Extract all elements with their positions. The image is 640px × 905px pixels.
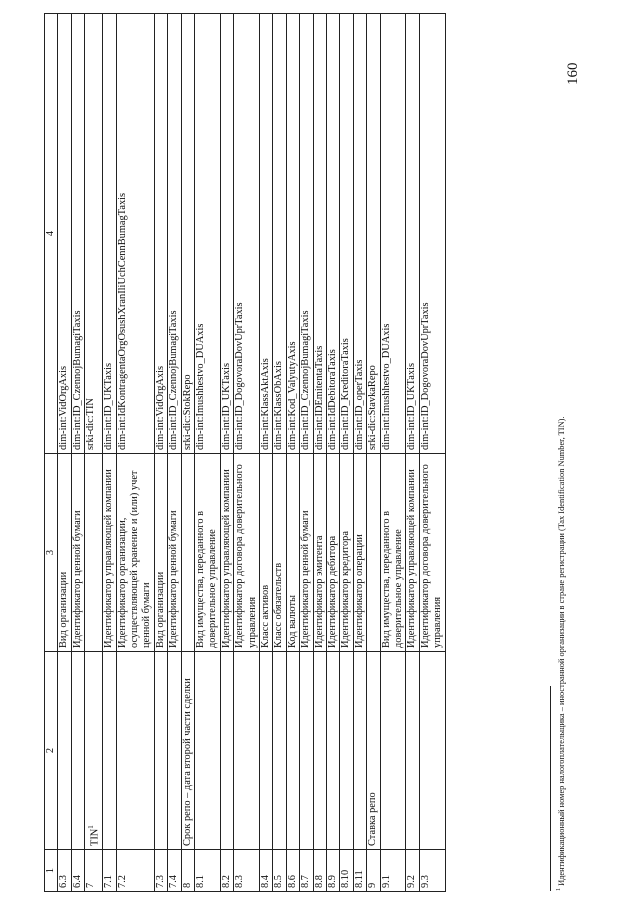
row-number: 7 xyxy=(85,850,103,892)
row-description: Идентификатор дебитора xyxy=(327,454,340,652)
row-code: dim-int:ID_CzennojBumagiTaxis xyxy=(71,14,84,454)
row-number: 8.3 xyxy=(234,850,260,892)
header-col-2: 2 xyxy=(45,652,58,850)
row-name xyxy=(273,652,286,850)
row-description: Идентификатор договора доверительного управления xyxy=(234,454,260,652)
row-name-text: Ставка репо xyxy=(367,792,379,846)
row-description: Вид имущества, переданного в доверительное управление xyxy=(380,454,406,652)
header-col-4: 4 xyxy=(45,14,58,454)
table-row xyxy=(168,14,181,892)
table-row xyxy=(103,14,116,892)
row-name xyxy=(406,652,419,850)
row-code: srki-dic:StavkaRepo xyxy=(367,14,380,454)
row-number: 8.11 xyxy=(353,850,366,892)
table-row xyxy=(353,14,366,892)
row-name xyxy=(154,652,167,850)
row-code: srki-dic:StokRepo xyxy=(181,14,194,454)
row-code: dim-int:ID_DogovoraDovUprTaxis xyxy=(234,14,260,454)
row-name xyxy=(367,652,380,850)
row-code: dim-int:KlassObAxis xyxy=(273,14,286,454)
footnote xyxy=(556,91,566,891)
row-name xyxy=(259,652,272,850)
table-row xyxy=(300,14,313,892)
row-name xyxy=(300,652,313,850)
row-number: 7.4 xyxy=(168,850,181,892)
row-number: 8.1 xyxy=(194,850,220,892)
row-number: 8.7 xyxy=(300,850,313,892)
row-code: dim-int:Imushhestvo_DUAxis xyxy=(194,14,220,454)
taxonomy-table xyxy=(44,13,446,892)
row-name xyxy=(380,652,406,850)
table-row xyxy=(154,14,167,892)
row-code: dim-int:ID_UKTaxis xyxy=(406,14,419,454)
header-col-3: 3 xyxy=(45,454,58,652)
table-row xyxy=(194,14,220,892)
row-description: Код валюты xyxy=(286,454,299,652)
footnote-text: Идентификационный номер налогоплательщика – иностранной организации в стране регистрации (Tax Identification Number, TIN). xyxy=(556,416,566,888)
row-code: srki-dic:TIN xyxy=(85,14,103,454)
row-name xyxy=(419,652,445,850)
page-number: 160 xyxy=(565,62,581,85)
row-description: Вид организации xyxy=(154,454,167,652)
row-description: Класс активов xyxy=(259,454,272,652)
row-description xyxy=(367,454,380,652)
table-header-row xyxy=(45,14,58,892)
table-row xyxy=(340,14,353,892)
row-description: Идентификатор эмитента xyxy=(313,454,326,652)
row-code: dim-int:VidOrgAxis xyxy=(58,14,71,454)
row-number: 8.8 xyxy=(313,850,326,892)
row-code: dim-int:ID_operTaxis xyxy=(353,14,366,454)
table-row xyxy=(220,14,233,892)
row-code: dim-int:VidOrgAxis xyxy=(154,14,167,454)
table-row xyxy=(181,14,194,892)
row-number: 8.5 xyxy=(273,850,286,892)
row-name xyxy=(116,652,154,850)
row-number: 8.6 xyxy=(286,850,299,892)
row-name xyxy=(103,652,116,850)
row-number: 7.2 xyxy=(116,850,154,892)
row-number: 9.2 xyxy=(406,850,419,892)
row-name xyxy=(327,652,340,850)
row-description: Идентификатор организации, осуществляющей хранение и (или) учет ценной бумаги xyxy=(116,454,154,652)
row-code: dim-int:Kod_ValyutyAxis xyxy=(286,14,299,454)
table-row xyxy=(234,14,260,892)
row-number: 9.1 xyxy=(380,850,406,892)
table-row xyxy=(273,14,286,892)
row-code: dim-int:ID_UKTaxis xyxy=(220,14,233,454)
row-description: Идентификатор кредитора xyxy=(340,454,353,652)
row-code: dim-int:ID_DogovoraDovUprTaxis xyxy=(419,14,445,454)
row-number: 9.3 xyxy=(419,850,445,892)
row-number: 8.2 xyxy=(220,850,233,892)
footnote-marker: 1 xyxy=(556,888,562,891)
table-row xyxy=(58,14,71,892)
row-description xyxy=(85,454,103,652)
row-code: dim-int:ID_UKTaxis xyxy=(103,14,116,454)
row-number: 7.1 xyxy=(103,850,116,892)
row-name xyxy=(353,652,366,850)
row-name xyxy=(58,652,71,850)
row-code: dim-int:IdKontragentaOrgOsushXranIliUchCennBumagTaxis xyxy=(116,14,154,454)
row-number: 7.3 xyxy=(154,850,167,892)
row-number: 6.3 xyxy=(58,850,71,892)
row-description: Идентификатор ценной бумаги xyxy=(71,454,84,652)
row-code: dim-int:Imushhestvo_DUAxis xyxy=(380,14,406,454)
table-row xyxy=(313,14,326,892)
table-row xyxy=(419,14,445,892)
row-name xyxy=(181,652,194,850)
row-name xyxy=(85,652,103,850)
row-name xyxy=(340,652,353,850)
table-row xyxy=(327,14,340,892)
row-description xyxy=(181,454,194,652)
table-row xyxy=(367,14,380,892)
row-description: Идентификатор управляющей компании xyxy=(406,454,419,652)
table-row xyxy=(85,14,103,892)
table-row xyxy=(406,14,419,892)
row-name xyxy=(168,652,181,850)
row-number: 8.10 xyxy=(340,850,353,892)
row-description: Идентификатор ценной бумаги xyxy=(168,454,181,652)
row-code: dim-int:IdDebitoraTaxis xyxy=(327,14,340,454)
row-code: dim-int:ID_CzennojBumagiTaxis xyxy=(300,14,313,454)
row-name-text: TIN xyxy=(89,828,101,846)
row-name-text: Срок репо – дата второй части сделки xyxy=(181,678,193,846)
row-number: 8.9 xyxy=(327,850,340,892)
row-description: Идентификатор ценной бумаги xyxy=(300,454,313,652)
row-description: Вид имущества, переданного в доверительное управление xyxy=(194,454,220,652)
row-description: Вид организации xyxy=(58,454,71,652)
header-col-1: 1 xyxy=(45,850,58,892)
row-number: 9 xyxy=(367,850,380,892)
row-name xyxy=(234,652,260,850)
table-row xyxy=(116,14,154,892)
table-row xyxy=(71,14,84,892)
table-row xyxy=(380,14,406,892)
row-number: 6.4 xyxy=(71,850,84,892)
row-number: 8.4 xyxy=(259,850,272,892)
row-name xyxy=(194,652,220,850)
row-code: dim-int:KlassAktAxis xyxy=(259,14,272,454)
row-name xyxy=(71,652,84,850)
footnote-divider xyxy=(550,686,551,891)
table-row xyxy=(259,14,272,892)
table-row xyxy=(286,14,299,892)
row-code: dim-int:ID_KreditoraTaxis xyxy=(340,14,353,454)
row-code: dim-int:IDEmitentaTaxis xyxy=(313,14,326,454)
table-body xyxy=(58,14,445,892)
row-description: Идентификатор операции xyxy=(353,454,366,652)
row-description: Класс обязательств xyxy=(273,454,286,652)
row-number: 8 xyxy=(181,850,194,892)
row-name xyxy=(220,652,233,850)
row-name xyxy=(313,652,326,850)
row-name xyxy=(286,652,299,850)
row-description: Идентификатор управляющей компании xyxy=(220,454,233,652)
row-description: Идентификатор управляющей компании xyxy=(103,454,116,652)
row-code: dim-int:ID_CzennojBumagiTaxis xyxy=(168,14,181,454)
footnote-reference: 1 xyxy=(87,825,96,829)
row-description: Идентификатор договора доверительного управления xyxy=(419,454,445,652)
